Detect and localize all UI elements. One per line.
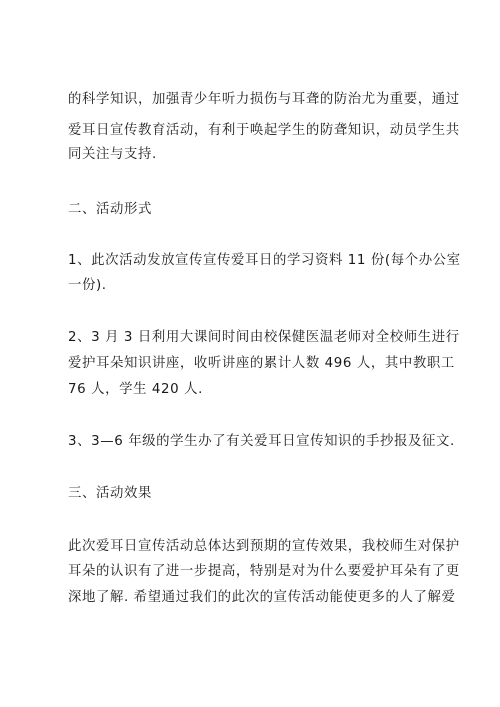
intro-line-2: 爱耳日宣传教育活动，有利于唤起学生的防聋知识，动员学生共 [68, 123, 460, 138]
effect-line-3: 深地了解. 希望通过我们的此次的宣传活动能使更多的人了解爱 [68, 590, 456, 605]
section-heading-effect: 三、活动效果 [68, 486, 152, 501]
effect-line-2: 耳朵的认识有了进一步提高，特别是对为什么要爱护耳朵有了更 [68, 564, 460, 579]
section-heading-form: 二、活动形式 [68, 202, 152, 217]
item-2-line-2: 爱护耳朵知识讲座，收听讲座的累计人数 496 人，其中教职工 [68, 356, 455, 371]
item-1-line-1: 1、此次活动发放宣传宣传爱耳日的学习资料 11 份(每个办公室 [68, 253, 461, 268]
item-2-line-1: 2、3 月 3 日利用大课间时间由校保健医温老师对全校师生进行 [68, 330, 460, 345]
item-3-line-1: 3、3—6 年级的学生办了有关爱耳日宣传知识的手抄报及征文. [68, 434, 455, 449]
effect-line-1: 此次爱耳日宣传活动总体达到预期的宣传效果，我校师生对保护 [68, 539, 460, 554]
intro-line-1: 的科学知识，加强青少年听力损伤与耳聋的防治尤为重要，通过 [68, 92, 460, 107]
intro-line-3: 同关注与支持. [68, 147, 157, 162]
item-1-line-2: 一份). [68, 278, 107, 293]
item-2-line-3: 76 人，学生 420 人. [68, 382, 203, 397]
